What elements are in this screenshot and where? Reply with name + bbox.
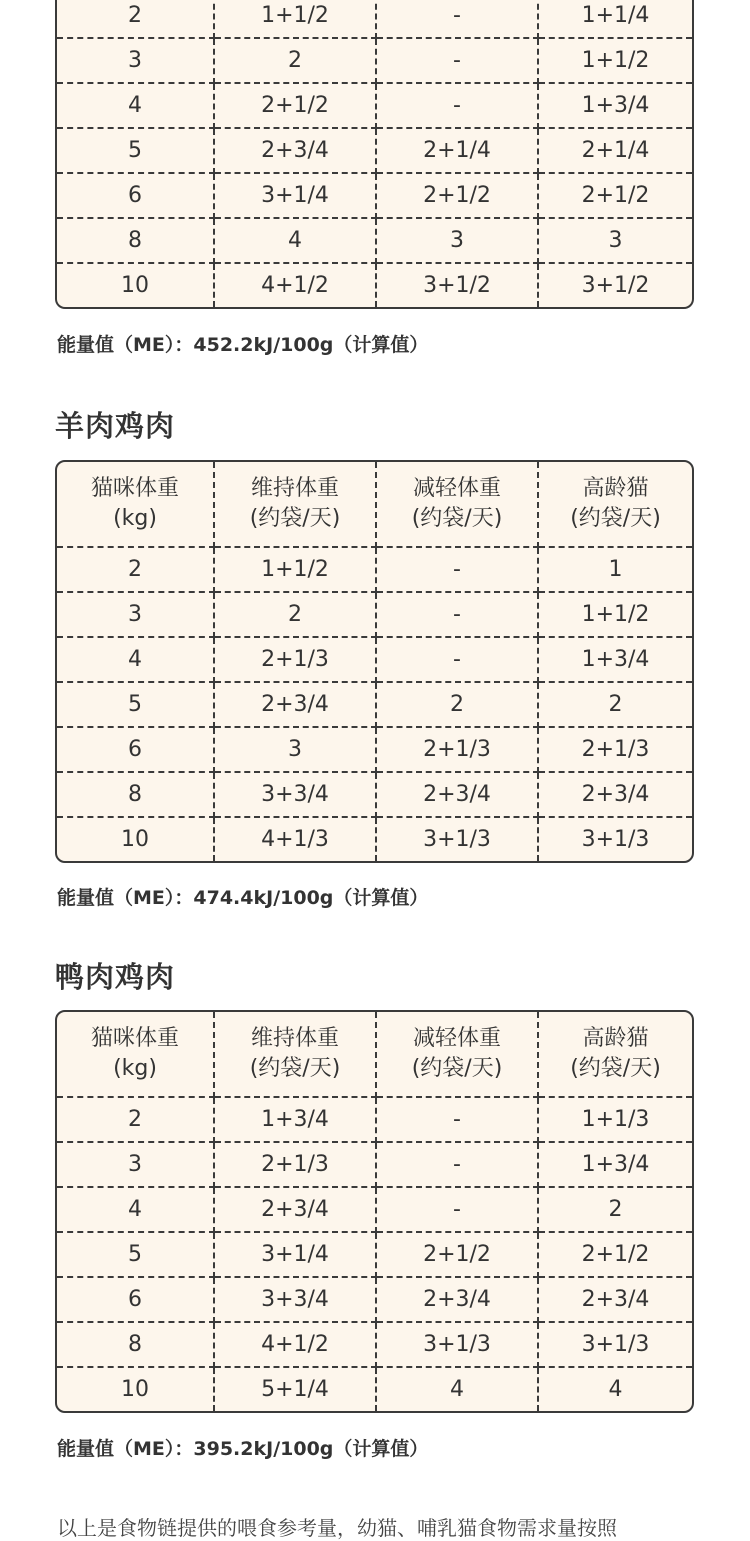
table-row: 10 4+1/3 3+1/3 3+1/3 (57, 818, 692, 861)
header-maintain: 维持体重 (约袋/天) (215, 462, 377, 548)
header-maintain: 维持体重 (约袋/天) (215, 1012, 377, 1098)
table-row: 5 3+1/4 2+1/2 2+1/2 (57, 1233, 692, 1278)
duck-feeding-table (55, 1010, 694, 1413)
table-row: 6 3+3/4 2+3/4 2+3/4 (57, 1278, 692, 1323)
table-row: 4 2+1/2 - 1+3/4 (57, 84, 692, 129)
table-row: 5 2+3/4 2 2 (57, 683, 692, 728)
table-header-row (57, 462, 692, 548)
table-row: 6 3+1/4 2+1/2 2+1/2 (57, 174, 692, 219)
top-feeding-table (55, 0, 694, 309)
table-row: 2 1+3/4 - 1+1/3 (57, 1098, 692, 1143)
header-lose: 减轻体重 (约袋/天) (377, 462, 539, 548)
table-row: 3 2 - 1+1/2 (57, 593, 692, 638)
table-row: 10 5+1/4 4 4 (57, 1368, 692, 1411)
header-cat-weight: 猫咪体重 (kg) (57, 1012, 215, 1098)
table-header-row (57, 1012, 692, 1098)
table-row: 6 3 2+1/3 2+1/3 (57, 728, 692, 773)
energy-value-note: 能量值（ME）：474.4kJ/100g（计算值） (57, 887, 429, 909)
feeding-footnote: 以上是食物链提供的喂食参考量，幼猫、哺乳猫食物需求量按照 (57, 1516, 617, 1540)
table-row: 3 2 - 1+1/2 (57, 39, 692, 84)
header-senior: 高龄猫 (约袋/天) (539, 462, 692, 548)
table-row: 10 4+1/2 3+1/2 3+1/2 (57, 264, 692, 307)
lamb-feeding-table (55, 460, 694, 863)
table-row: 2 1+1/2 - 1+1/4 (57, 0, 692, 39)
section-title-lamb: 羊肉鸡肉 (55, 409, 176, 443)
table-row: 5 2+3/4 2+1/4 2+1/4 (57, 129, 692, 174)
table-row: 4 2+3/4 - 2 (57, 1188, 692, 1233)
header-cat-weight: 猫咪体重 (kg) (57, 462, 215, 548)
section-title-duck: 鸭肉鸡肉 (55, 960, 176, 994)
table-row: 8 4 3 3 (57, 219, 692, 264)
header-lose: 减轻体重 (约袋/天) (377, 1012, 539, 1098)
table-row: 8 4+1/2 3+1/3 3+1/3 (57, 1323, 692, 1368)
energy-value-note: 能量值（ME）：452.2kJ/100g（计算值） (57, 334, 429, 356)
header-senior: 高龄猫 (约袋/天) (539, 1012, 692, 1098)
table-row: 8 3+3/4 2+3/4 2+3/4 (57, 773, 692, 818)
table-row: 4 2+1/3 - 1+3/4 (57, 638, 692, 683)
energy-value-note: 能量值（ME）：395.2kJ/100g（计算值） (57, 1438, 429, 1460)
table-row: 3 2+1/3 - 1+3/4 (57, 1143, 692, 1188)
table-row: 2 1+1/2 - 1 (57, 548, 692, 593)
